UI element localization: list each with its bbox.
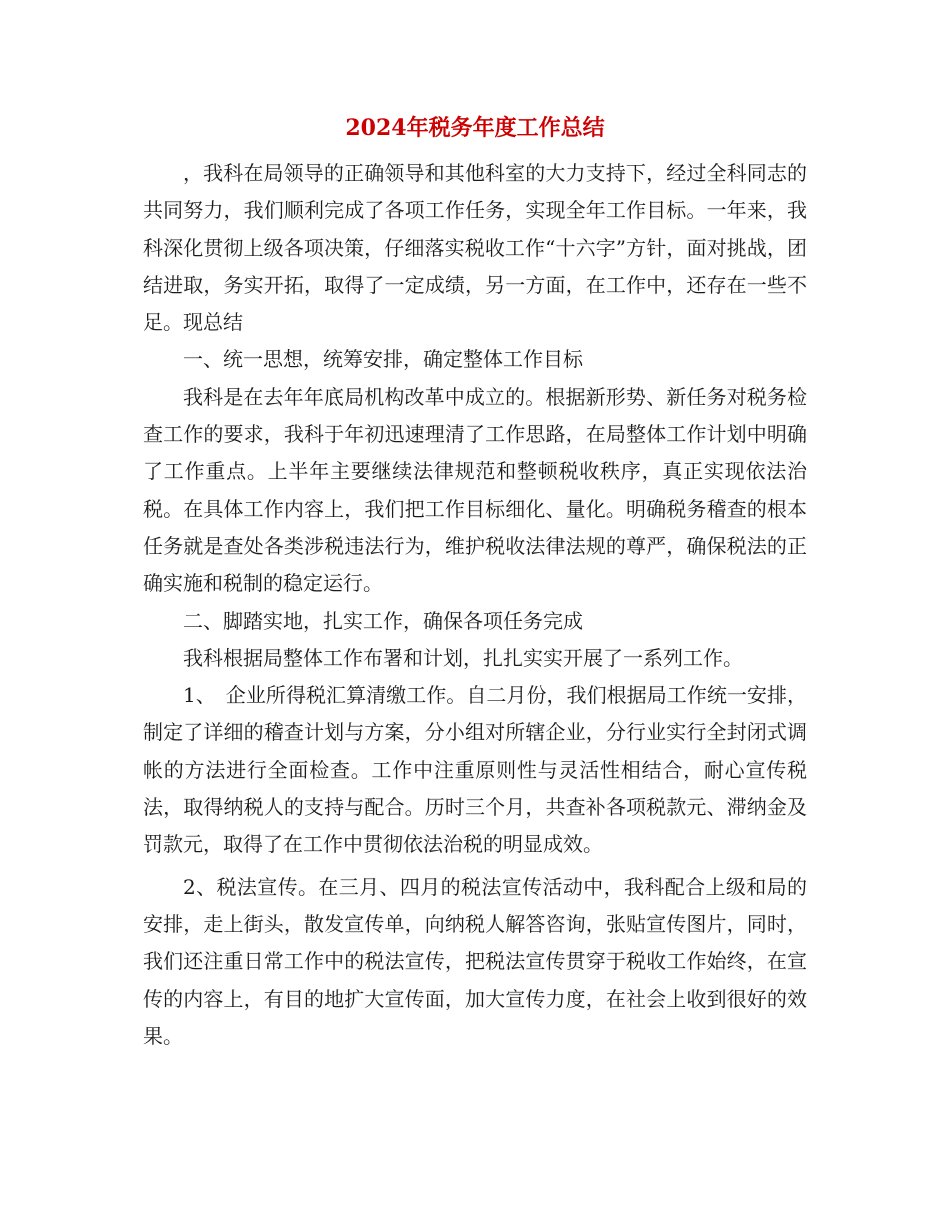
section-heading-2: 二、脚踏实地，扎实工作，确保各项任务完成 [183, 608, 583, 633]
document-title: 2024年税务年度工作总结 [345, 115, 605, 141]
document-body [143, 155, 807, 1055]
item-1-paragraph: 1、 企业所得税汇算清缴工作。自二月份，我们根据局工作统一安排，制定了详细的稽查计划与方案，分小组对所辖企业，分行业实行全封闭式调帐的方法进行全面检查。工作中注重原则性与灵活性相结合，耐心宣传税法，取得纳税人的支持与配合。历时三个月，共查补各项税款元、滞纳金及罚款元，取得了在工作中贯彻依法治税的明显成效。 [143, 683, 807, 857]
section-2-intro-paragraph: 我科根据局整体工作布署和计划，扎扎实实开展了一系列工作。 [183, 645, 743, 670]
item-2-paragraph: 2、税法宣传。在三月、四月的税法宣传活动中，我科配合上级和局的安排，走上街头，散发宣传单，向纳税人解答咨询，张贴宣传图片，同时，我们还注重日常工作中的税法宣传，把税法宣传贯穿于税收工作始终，在宣传的内容上，有目的地扩大宣传面，加大宣传力度，在社会上收到很好的效果。 [143, 874, 807, 1048]
intro-paragraph: ，我科在局领导的正确领导和其他科室的大力支持下，经过全科同志的共同努力，我们顺利完成了各项工作任务，实现全年工作目标。一年来，我科深化贯彻上级各项决策，仔细落实税收工作“十六字”方针，面对挑战，团结进取，务实开拓，取得了一定成绩，另一方面，在工作中，还存在一些不足。现总结 [143, 161, 807, 335]
section-heading-1: 一、统一思想，统筹安排，确定整体工作目标 [183, 347, 583, 372]
section-1-paragraph: 我科是在去年年底局机构改革中成立的。根据新形势、新任务对税务检查工作的要求，我科于年初迅速理清了工作思路，在局整体工作计划中明确了工作重点。上半年主要继续法律规范和整顿税收秩序，真正实现依法治税。在具体工作内容上，我们把工作目标细化、量化。明确税务稽查的根本任务就是查处各类涉税违法行为，维护税收法律法规的尊严，确保税法的正确实施和税制的稳定运行。 [143, 384, 807, 596]
